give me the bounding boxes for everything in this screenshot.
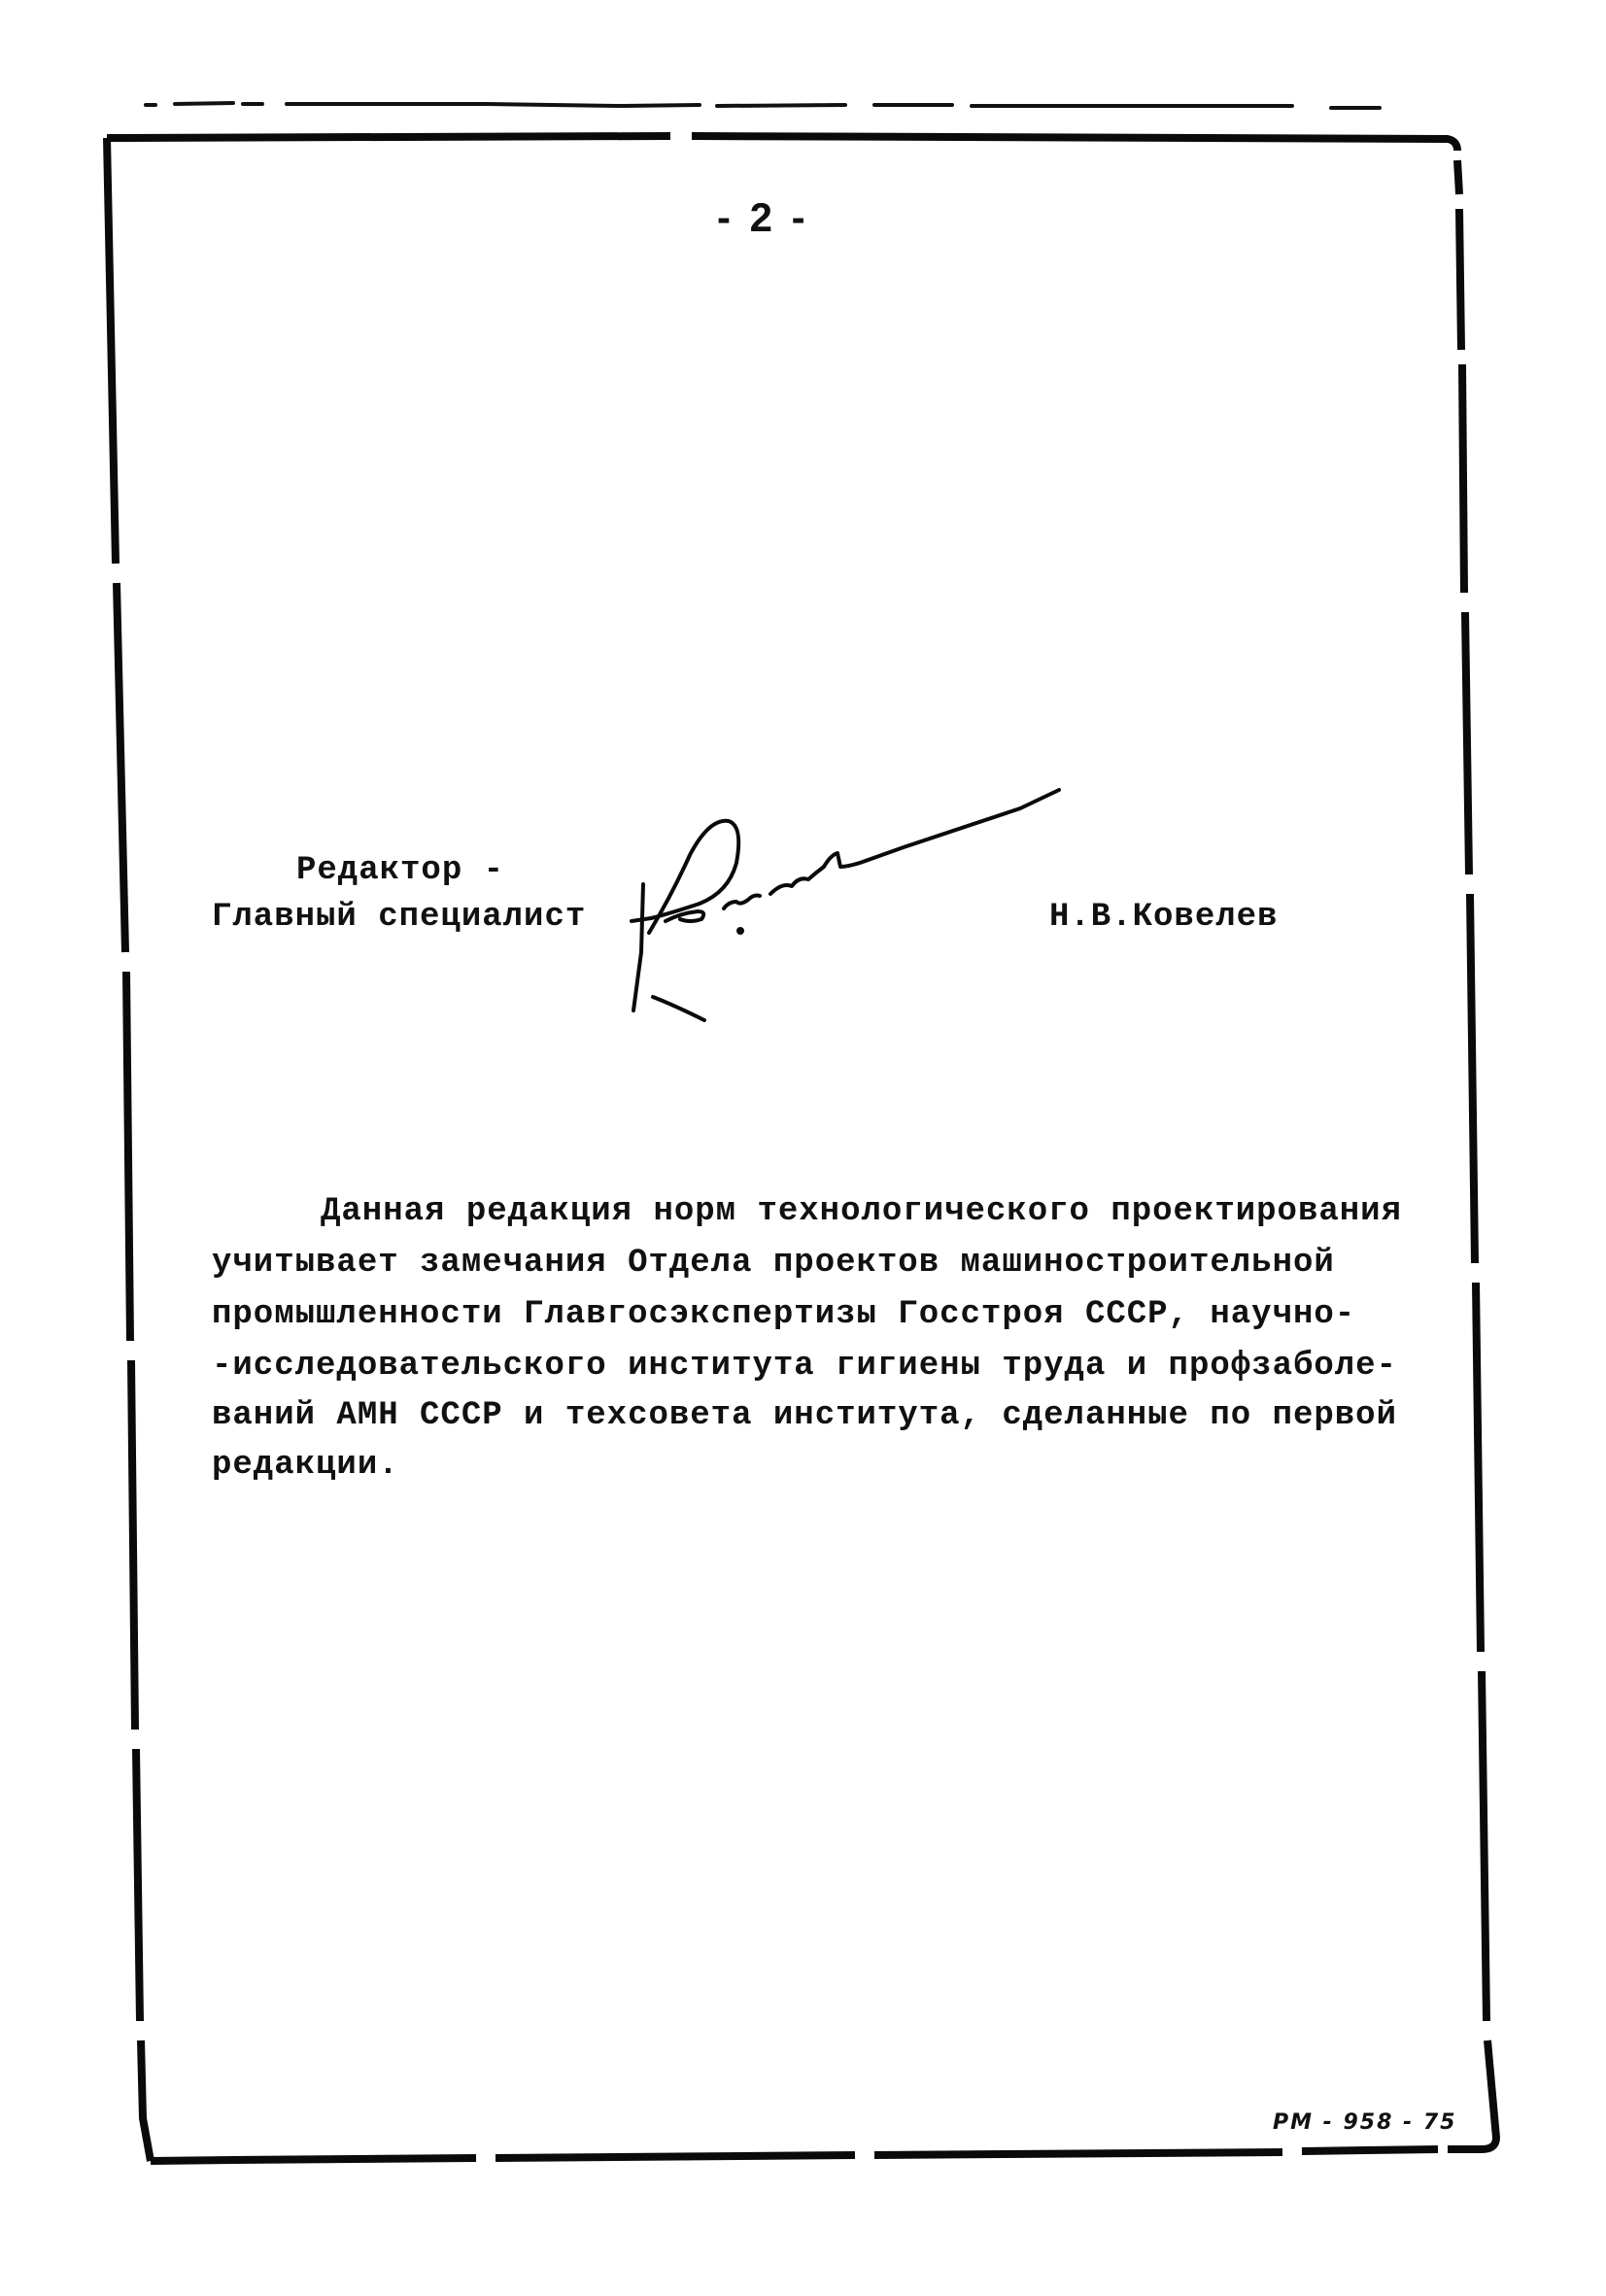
signatory-role-line2: Главный специалист <box>212 899 587 936</box>
paragraph-line: учитывает замечания Отдела проектов машиностроительной <box>212 1245 1335 1282</box>
paragraph-line: Данная редакция норм технологического проектирования <box>321 1193 1402 1230</box>
paragraph-line: промышленности Главгосэкспертизы Госстроя СССР, научно- <box>212 1296 1356 1333</box>
signatory-name: Н.В.Ковелев <box>1049 899 1279 936</box>
paragraph-line: -исследовательского института гигиены труда и профзаболе- <box>212 1348 1397 1385</box>
signatory-role-line1: Редактор - <box>296 852 505 889</box>
paragraph-line: ваний АМН СССР и техсовета института, сделанные по первой <box>212 1397 1397 1434</box>
document-code-stamp: РМ - 958 - 75 <box>1273 2110 1457 2135</box>
paragraph-line: редакции. <box>212 1447 399 1484</box>
page-number: - 2 - <box>717 194 809 240</box>
handwritten-signature <box>583 758 1127 1049</box>
